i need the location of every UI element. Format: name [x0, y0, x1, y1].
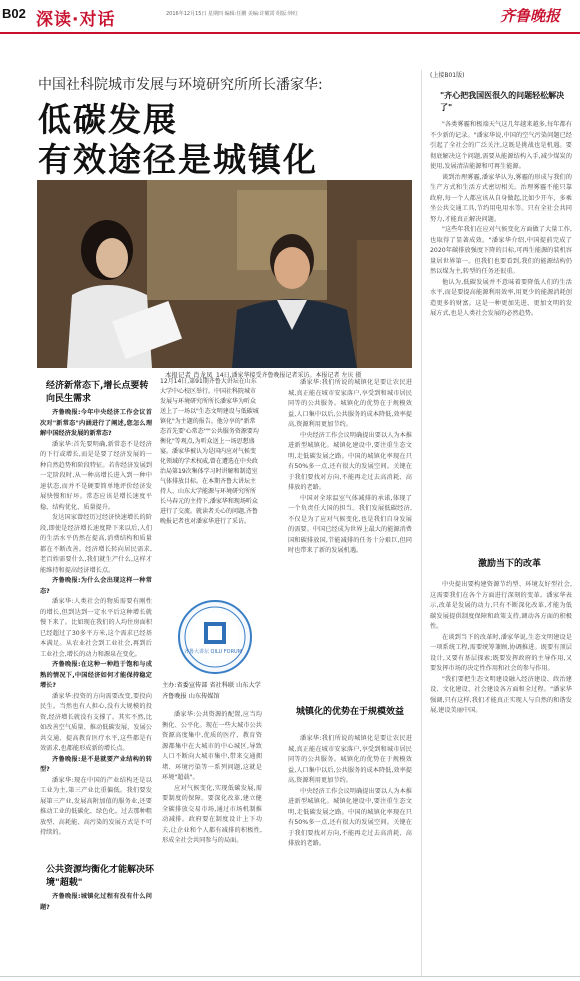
right-column-text	[430, 120, 572, 560]
question-1: 齐鲁晚报:今年中央经济工作会议首次对"新常态"内涵进行了阐述,您怎么理解中国经济发展的新常态?	[40, 409, 152, 437]
reporter-byline: 本报记者 肖龙凤	[165, 371, 213, 379]
answer-2: 潘家华:人类社会的物质需要有刚性的增长,但到达到一定水平后这种增长就慢下来了。比如现在我们的人均住房面积已经超过了30多平方米,这个需求已经基本满足。从农业社会到工业社会,再到后工业社会,增长的动力和源泉在变化。	[40, 598, 152, 658]
question-3: 齐鲁晚报:在这种一种趋于饱和与成熟的情况下,中国经济如何才能保持稳定增长?	[40, 661, 152, 689]
page-footer-rule	[0, 976, 580, 977]
question-5: 齐鲁晚报:城镇化过程有没有什么问题?	[40, 893, 152, 911]
issue-meta: 2016年12月15日 星期四 编辑:任鹏 美编:许曜霄 组版:钟红	[166, 11, 298, 17]
right-heading: "齐心把我国医很久的问题轻松解决了"	[440, 91, 565, 112]
right-para-3: "这些年我们在应对气候变化方面做了大量工作,也取得了显著成效。"潘家华介绍,中国提前完成了2020年碳排放强度下降的目标,可再生能源的装机容量居世界第一。但我们也要看到,我们的能源结构仍然以煤为主,转型的任务还很重。	[430, 226, 572, 275]
article-kicker: 中国社科院城市发展与环境研究所所长潘家华:	[38, 77, 323, 93]
organizers: 主办:省委宣传部 省社科联 山东大学 齐鲁晚报 山东传媒馆	[162, 682, 261, 700]
newspaper-logo: 齐鲁晚报	[500, 7, 561, 25]
forum-emblem	[178, 600, 252, 674]
section-title: 深读·对话	[36, 10, 116, 30]
subheading-3: 城镇化的优势在于规模效益	[296, 707, 405, 717]
left-column-text-2	[40, 892, 152, 974]
left-column-text	[40, 408, 152, 863]
emblem-text: 齐鲁大讲坛 QILU FORUM	[183, 649, 243, 655]
answer-5: 潘家华:公共资源的配置,应当均衡化、公平化。现在一些大城市公共资源高度集中,优质的医疗、教育资源都集中在大城市的中心城区,导致人口不断向大城市集中,带来交通拥堵、环境污染等一系列问题,这就是环境"超载"。	[162, 711, 262, 781]
right-para-7: "我们要把生态文明建设融入经济建设、政治建设、文化建设、社会建设各方面和全过程。"潘家华强调,只有这样,我们才能真正实现人与自然的和谐发展,建设美丽中国。	[430, 675, 572, 714]
answer-3: 潘家华:投资的方向需要改变,要投向民生。当然也有人担心,没有大规模的投资,经济增长就没有支撑了。其实不然,比如改善空气质量、推动低碳发展、发展公共交通、提高教育医疗水平,这些都是有效需求,也都能形成新的增长点。	[40, 692, 152, 752]
answer-6: 潘家华:我们所说的城镇化是要让农民进城,真正能在城市安家落户,享受到和城市居民同等的公共服务。城镇化的优势在于规模效益,人口集中以后,公共服务的成本降低,效率提高,资源利用更加节约。	[288, 379, 412, 428]
article-intro: 12月14日,第91期齐鲁大讲坛在山东大学中心校区举行。中国社科院城市发展与环境研究所所长潘家华为听众送上了一场以"生态文明建设与低碳城镇化"为主题的报告。他分享的"新常态首先要'心常态'""公共服务资源要均衡化"等观点,为听众送上一场思想盛宴。潘家华被认为是国内应对气候变化领域的学术权威,曾在遭选在中央政治局第19次集体学习时讲解和制造室气体排放目标。在本期齐鲁大讲坛主持人、山东大学能源与环境研究所所长马春元的主持下,潘家华和现场听众进行了交流。就读者关心的问题,齐鲁晚报记者也对潘家华进行了采访。	[160, 378, 259, 525]
interview-photo-illustration	[37, 180, 412, 368]
forum-emblem-icon	[180, 602, 250, 672]
answer-8: 中国对全球温室气体减排的承诺,体现了一个负责任大国的担当。我们发展低碳经济,不仅是为了应对气候变化,也是我们自身发展的需要。中国已经成为世界上最大的能源消费国和碳排放国,节能减排的任务十分艰巨,但同时也带来了新的发展机遇。	[288, 494, 412, 554]
answer-1b: 发达国家曾经历过经济快速增长的阶段,即使是经济增长速度降下来以后,人们的生活水平仍然在提高,消费结构和质量都在不断改善。经济增长转向居民需求,老百姓需要什么,我们就生产什么,这样才能维持和提高经济增长点。	[40, 514, 152, 574]
answer-7b: 中央经济工作会议明确提出要以人为本推进新型城镇化。城镇化建设中,要注重生态文明,走低碳发展之路。中国的城镇化率现在只有50%多一点,还有很大的发展空间。关键在于我们要找对方向,不能再走过去高消耗、高排放的老路。	[288, 787, 412, 847]
subheading-1: 经济新常态下,增长点要转向民生需求	[46, 381, 149, 404]
right-para-2: 谈到治理雾霾,潘家华认为,雾霾的形成与我们的生产方式和生活方式密切相关。治理雾霾不能只靠政府,每一个人都应该从自身做起,比如少开车、多乘坐公共交通工具,节约用电用水等。只有全社会共同努力,才能真正解决问题。	[430, 173, 572, 223]
middle-right-column-text	[288, 378, 412, 700]
answer-1: 潘家华:首先要明确,新常态不是经济的下行或增长,而是是要了经济发展的一种自然趋势和阶段特征。若你经济发展到一定阶段时,从一种高增长进入到一种中速状态,而并不是硬要简单地评价经济发展快慢和好坏。常态应该是增长速度平稳、结构优化、质量提升。	[40, 440, 152, 511]
question-4: 齐鲁晚报:是不是就要产业结构的转型?	[40, 755, 152, 773]
answer-9: 应对气候变化,实现低碳发展,需要制度的保障。要深化改革,建立健全碳排放交易市场,通过市场机制推动减排。政府要在制度设计上下功夫,让企业和个人都有减排的积极性,形成全社会共同参与的局面。	[162, 784, 262, 844]
page-number: B02	[2, 6, 26, 21]
answer-6b: 潘家华:我们所说的城镇化是要让农民进城,真正能在城市安家落户,享受到和城市居民同等的公共服务。城镇化的优势在于规模效益,人口集中以后,公共服务的成本降低,效率提高,资源利用更加节约。	[288, 735, 412, 784]
question-2: 齐鲁晚报:为什么会出现这样一种常态?	[40, 577, 152, 595]
photo-caption: 14日,潘家华接受齐鲁晚报记者采访。本报记者 左庆 摄	[216, 372, 362, 379]
continued-from: (上接B01版)	[430, 72, 465, 79]
right-column-text-2	[430, 580, 572, 975]
headline-line-1: 低碳发展	[38, 100, 178, 139]
right-para-5: 中央提出要构建资源节约型、环境友好型社会,这需要我们在各个方面进行深刻的变革。潘家华表示,改革是发展的动力,只有不断深化改革,才能为低碳发展提供制度保障和政策支持,调动各方面的积极性。	[430, 581, 572, 630]
middle-right-column-text-2	[288, 734, 412, 974]
right-para-4: 他认为,低碳发展并不意味着要降低人们的生活水平,而是要提高能源利用效率,用更少的能源消耗创造更多的财富。这是一种更加先进、更加文明的发展方式,也是人类社会发展的必然趋势。	[430, 278, 572, 317]
subheading-2: 公共资源均衡化才能解决环境"超载"	[46, 865, 155, 888]
right-para-6: 在谈到当下的改革时,潘家华说,生态文明建设是一项系统工程,需要统筹兼顾,协调推进。既要有顶层设计,又要有基层探索;既要发挥政府的主导作用,又要发挥市场的决定性作用和社会的参与作用。	[430, 633, 572, 672]
answer-4: 潘家华:现在中国的产业结构还是以工业为主,第三产业比重偏低。我们要发展第三产业,发展高附加值的服务业,还要推动工业的低碳化、绿色化。过去那种粗放型、高耗能、高污染的发展方式是不可持续的。	[40, 776, 152, 836]
right-para-1: "各类雾霾和极端天气这几年越来越多,每年都有不少新的记录。"潘家华说,中国的空气污染问题已经引起了全社会的广泛关注,这既是挑战也是机遇。要彻底解决这个问题,需要从能源结构入手,减少煤炭的使用,发展清洁能源和可再生能源。	[430, 121, 572, 170]
middle-left-column-text	[162, 710, 262, 975]
interview-photo	[37, 180, 412, 368]
subheading-4: 激励当下的改革	[478, 559, 542, 569]
headline-line-2: 有效途径是城镇化	[38, 140, 318, 179]
answer-7: 中央经济工作会议明确提出要以人为本推进新型城镇化。城镇化建设中,要注重生态文明,走低碳发展之路。中国的城镇化率现在只有50%多一点,还有很大的发展空间。关键在于我们要找对方向,不能再走过去高消耗、高排放的老路。	[288, 431, 412, 491]
